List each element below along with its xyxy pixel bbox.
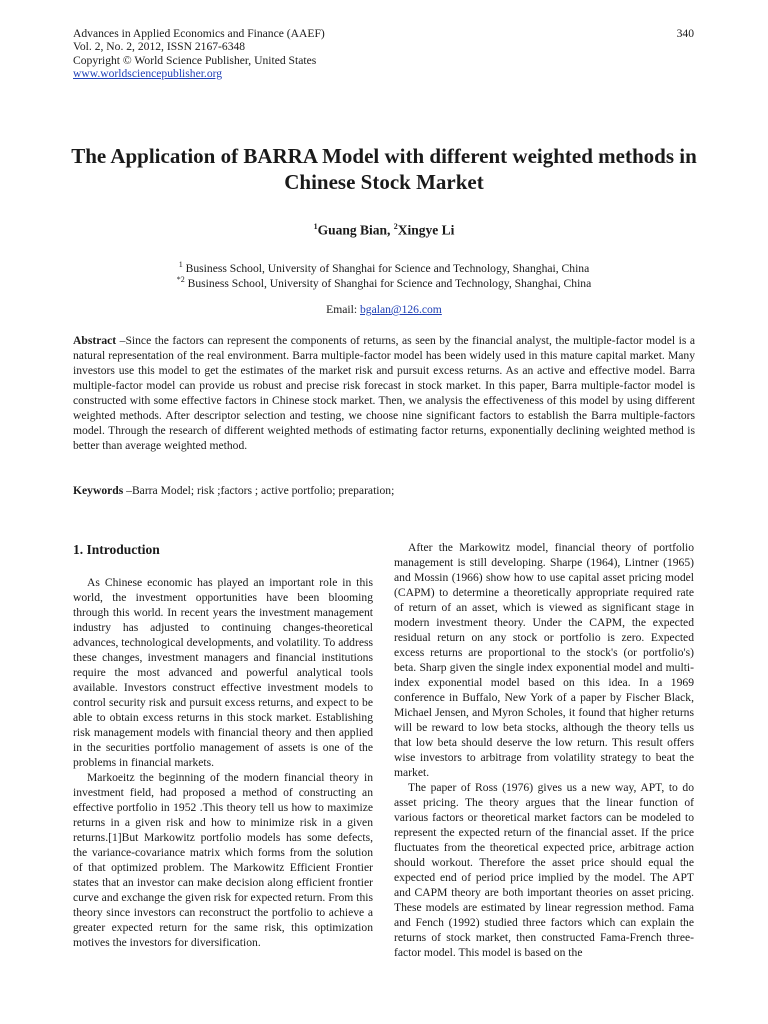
author-2-name: Xingye Li bbox=[397, 222, 455, 238]
left-column bbox=[73, 541, 373, 950]
body-paragraph: Markoeitz the beginning of the modern financial theory in investment field, had proposed a method of constructing an effective portfolio in 1952 .This theory tell us how to maximize returns in a given risk and how to minimize risk in a given returns.[1]But Markowitz portfolio models has some defects, the variance-covariance matrix which forms from the solution of that optimized problem. The Markowitz Efficient Frontier states that an investor can make decision along efficient frontier curve and exchange the given risk for expected return. From this theory since investors can reconstruct the portfolio to achieve a greater expected return for the same risk, this optimization motives the investors for diversification. bbox=[73, 771, 373, 949]
email-label: Email: bbox=[326, 303, 360, 316]
right-column bbox=[394, 540, 694, 960]
keywords-label: Keywords bbox=[73, 484, 124, 497]
keywords bbox=[73, 483, 695, 498]
body-paragraph: After the Markowitz model, financial theory of portfolio management is still developing. Sharpe (1964), Lintner (1965) and Mossin (1966) show how to use capital asset pricing model (CAPM) to determine a theoretically appropriate required rate of return of an asset, which is viewed as significant stage in modern investment theory. Under the CAPM, the expected residual return on any stock or portfolio is zero. Expected excess returns are proportional to the stock's (or portfolio's) beta. Sharp given the single index exponential model and multi-index exponential model based on this idea. In a 1969 conference in Buffalo, New York of a paper by Fischer Black, Michael Jensen, and Myron Scholes, it found that higher returns will be reward to low beta stocks, although the theory tells us that low beta should deserve the low return. This result offers wise investors to arbitrage from volatility strategy to beat the market. bbox=[394, 541, 694, 779]
copyright-line: Copyright © World Science Publisher, United States bbox=[73, 53, 317, 67]
author-1-mark: 1 bbox=[313, 222, 318, 231]
journal-header bbox=[73, 27, 325, 81]
abstract bbox=[73, 333, 695, 453]
body-paragraph: As Chinese economic has played an important role in this world, the investment opportunities have been blooming through this world. In recent years the investment management industry has adjusted to continuing changes-theoretical advances, technological developments, and volatility. To address these changes, investment managers and financial institutions require the most advanced and powerful analytical tools available. Investors construct effective investment models to control security risk and pursuit excess returns, and expect to be able to obtain excess returns in this stock market. Establishing risk management models with financial theory and then applied in the securities portfolio management of assets is one of the problems in financial markets. bbox=[73, 576, 373, 769]
affiliation-1-mark: 1 bbox=[178, 260, 183, 269]
journal-volume: Vol. 2, No. 2, 2012, ISSN 2167-6348 bbox=[73, 40, 246, 54]
affiliation-2-text: Business School, University of Shanghai for Science and Technology, Shanghai, China bbox=[184, 276, 592, 290]
email-link[interactable]: bgalan@126.com bbox=[359, 303, 442, 316]
section-heading: 1. Introduction bbox=[73, 542, 160, 557]
publisher-website-link[interactable]: www.worldsciencepublisher.org bbox=[73, 67, 223, 81]
abstract-label: Abstract bbox=[73, 334, 117, 347]
body-paragraph: The paper of Ross (1976) gives us a new way, APT, to do asset pricing. The theory argues that the linear function of various factors or theoretical market factors can be modeled to represent the expected return of the financial asset. If the price fluctuates from the theoretical expected price, arbitrage action should workout. Therefore the asset price should equal the expected end of period price implied by the model. The APT and CAPM theory are both important theories on asset pricing. These models are estimated by linear regression method. Fama and Fench (1992) studied three factors which can explain the returns of stock market, then constructed Fama-French three-factor model. This model is based on the bbox=[394, 781, 694, 959]
author-1-name: Guang Bian, bbox=[317, 222, 394, 238]
journal-name: Advances in Applied Economics and Finance (AAEF) bbox=[73, 27, 325, 40]
affiliation-2 bbox=[0, 273, 768, 291]
abstract-text: –Since the factors can represent the components of returns, as seen by the financial analyst, the multiple-factor model is a natural representation of the real environment. Barra multiple-factor model has been widely used in this mature capital market. Many investors use this model to get the estimates of the market risk and pursuit excess returns. As an active and effective model. Barra multiple-factor model can provide us robust and precise risk forecast in stock market. In this paper, Barra multiple-factor model is constructed with some effective factors in Chinese stock market. Then, we analysis the effectiveness of this model by using different weighted methods. After descriptor selection and testing, we choose nine significant factors to establish the Barra multiple-factors model. Through the research of different weighted methods of estimating factor returns, exponentially declining weighted method is better than average weighted method. bbox=[73, 334, 695, 452]
author-2-mark: 2 bbox=[393, 222, 398, 231]
affiliation-2-mark: *2 bbox=[176, 275, 185, 284]
author-list bbox=[0, 222, 768, 239]
keywords-text: –Barra Model; risk ;factors ; active portfolio; preparation; bbox=[123, 484, 395, 497]
contact-email bbox=[0, 303, 768, 316]
paper-title: The Application of BARRA Model with different weighted methods in Chinese Stock Market bbox=[71, 144, 697, 194]
page-number: 340 bbox=[676, 27, 694, 40]
affiliation-1-text: Business School, University of Shanghai for Science and Technology, Shanghai, China bbox=[182, 261, 590, 275]
